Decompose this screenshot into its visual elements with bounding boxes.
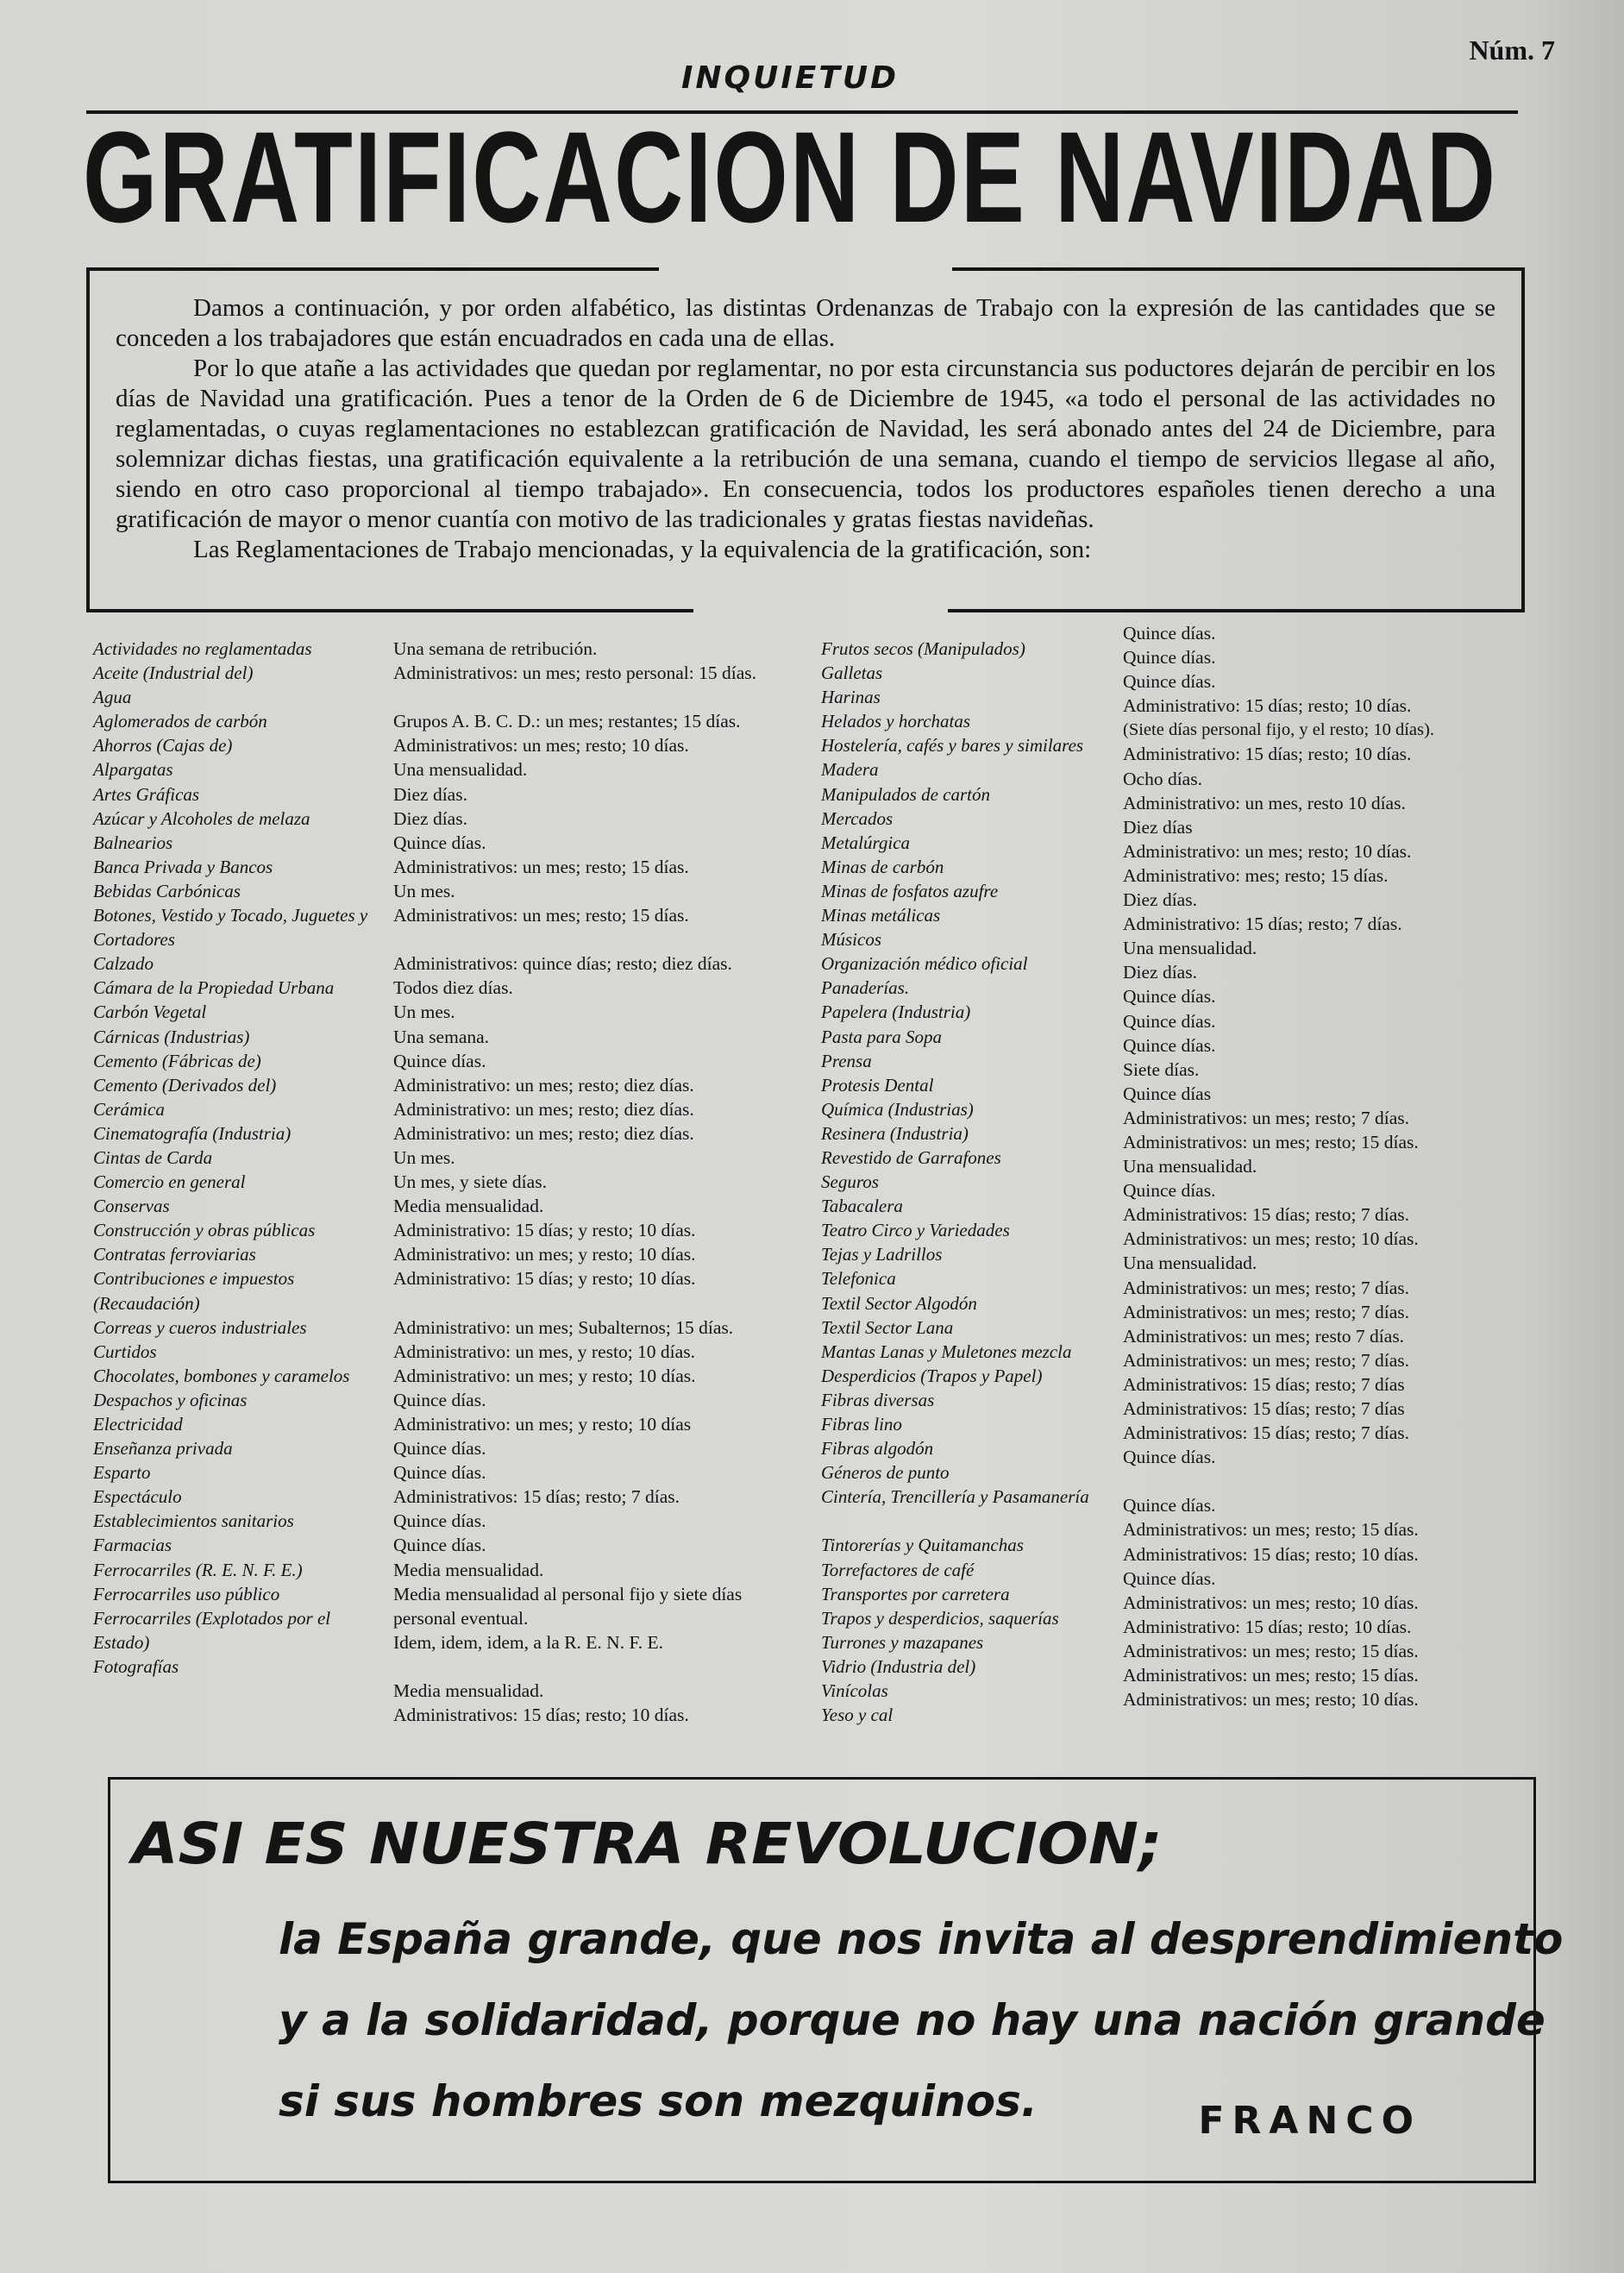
activity-item: Bebidas Carbónicas [93, 880, 241, 901]
activity-item: Farmacias [93, 1535, 172, 1556]
gratification-item: Diez días. [393, 807, 467, 829]
activity-item: Enseñanza privada [93, 1438, 233, 1460]
gratification-item: Un mes. [393, 1002, 455, 1023]
quote-line: la España grande, que nos invita al desprendimiento [279, 1914, 1564, 1964]
gratification-item: Una semana de retribución. [393, 638, 598, 659]
activity-item: Mantas Lanas y Muletones mezcla [821, 1341, 1072, 1362]
gratification-item: Administrativo: un mes; resto; diez días. [393, 1074, 694, 1096]
gratification-item: Quince días. [1123, 623, 1216, 644]
gratification-item: Administrativos: un mes; resto personal: 15 días. [393, 662, 756, 684]
quote-line: si sus hombres son mezquinos. [279, 2076, 1038, 2126]
activity-item: Mercados [821, 807, 894, 829]
activity-item: Minas metálicas [821, 905, 941, 926]
gratification-item: Quince días. [1123, 1034, 1216, 1056]
left-gratification-list [393, 637, 806, 1727]
gratification-item: Administrativos: un mes; resto; 15 días. [1123, 1640, 1419, 1661]
gratification-item: Administrativo: un mes; Subalternos; 15 días. [393, 1316, 734, 1338]
activity-item: Contribuciones e impuestos (Recaudación) [93, 1268, 295, 1314]
box-rule-top-left [90, 267, 659, 271]
gratification-item: Administrativos: 15 días; resto; 7 días [1123, 1398, 1405, 1419]
right-activities-list [821, 637, 1114, 1727]
activity-item: Fibras lino [821, 1414, 902, 1435]
gratification-item: Una mensualidad. [1123, 938, 1257, 959]
publication-title: INQUIETUD [681, 60, 900, 96]
quote-heading: ASI ES NUESTRA REVOLUCION; [132, 1811, 1163, 1877]
activity-item: Turrones y mazapanes [821, 1631, 984, 1653]
activity-item: Construcción y obras públicas [93, 1220, 316, 1241]
gratification-item: Quince días. [1123, 1447, 1216, 1468]
gratification-item: Una mensualidad. [1123, 1156, 1257, 1177]
activity-item: Ahorros (Cajas de) [93, 735, 233, 757]
gratification-item: Administrativo: 15 días; resto; 10 días. [1123, 1616, 1412, 1637]
right-gratification-list [1123, 621, 1528, 1711]
activity-item: Frutos secos (Manipulados) [821, 638, 1025, 659]
activity-item: Artes Gráficas [93, 783, 200, 805]
page-number: Núm. 7 [1469, 35, 1555, 66]
activity-item: Establecimientos sanitarios [93, 1510, 294, 1532]
intro-paragraph: Por lo que atañe a las actividades que quedan por reglamentar, no por esta circunstancia sus poductores dejarán de percibir en los días de Navidad una gratificación. Pues a tenor de la Orden de 6 de Diciembre de 1945, «a todo el personal de las actividades no reglamentadas, o cuyas reglamentaciones no establezcan gratificación de Navidad, les será abonado antes del 24 de Diciembre, para solemnizar dichas fiestas, una gratificación equivalente a la retribución de una semana, cuando el tiempo de servicios llegase al año, siendo en otro caso proporcional al tiempo trabajado». En consecuencia, todos los productores españoles tienen derecho a una gratificación de mayor o menor cuantía con motivo de las tradicionales y gratas fiestas navideñas. [116, 355, 1495, 533]
intro-box [86, 267, 1525, 612]
activity-item: Seguros [821, 1171, 879, 1193]
activity-item: Chocolates, bombones y caramelos [93, 1365, 350, 1386]
gratification-item: Administrativo: un mes; resto; diez días. [393, 1122, 694, 1144]
gratification-item: Diez días. [393, 783, 467, 805]
gratification-item: Administrativo: 15 días; y resto; 10 días. [393, 1268, 696, 1290]
activity-item: Transportes por carretera [821, 1583, 1010, 1604]
gratification-item: Quince días. [393, 1438, 486, 1460]
activity-item: Vidrio (Industria del) [821, 1655, 976, 1677]
gratification-item: Administrativo: mes; resto; 15 días. [1123, 864, 1389, 886]
gratification-item: Administrativos: 15 días; resto; 7 días. [1123, 1204, 1410, 1226]
intro-paragraph: Las Reglamentaciones de Trabajo mencionadas, y la equivalencia de la gratificación, son: [193, 536, 1092, 563]
intro-paragraph: Damos a continuación, y por orden alfabético, las distintas Ordenanzas de Trabajo con la expresión de las cantidades que se conceden a los trabajadores que están encuadrados en cada una de ellas. [116, 294, 1495, 352]
activity-item: Cámara de la Propiedad Urbana [93, 977, 335, 999]
gratification-item: Administrativos: 15 días; resto; 10 días. [1123, 1543, 1419, 1565]
gratification-item: Quince días. [1123, 1180, 1216, 1202]
activity-item: Balnearios [93, 832, 173, 853]
activity-item: Cerámica [93, 1098, 165, 1120]
gratification-item: Administrativos: un mes; resto; 15 días. [1123, 1519, 1419, 1541]
headline: GRATIFICACION DE NAVIDAD [83, 104, 1498, 249]
gratification-item: (Siete días personal fijo, y el resto; 10 días). [1123, 720, 1434, 740]
activity-item: Alpargatas [93, 759, 173, 781]
activity-item: Comercio en general [93, 1171, 246, 1193]
activity-item: Cárnicas (Industrias) [93, 1026, 250, 1047]
gratification-item: Media mensualidad. [393, 1680, 544, 1702]
activity-item: Botones, Vestido y Tocado, Juguetes y Cortadores [93, 905, 368, 951]
activity-item: Curtidos [93, 1341, 157, 1362]
gratification-item: Una mensualidad. [393, 759, 528, 781]
gratification-item: Una mensualidad. [1123, 1253, 1257, 1274]
activity-item: Calzado [93, 953, 154, 975]
intro-text [116, 293, 1495, 565]
activity-item: Carbón Vegetal [93, 1002, 207, 1023]
gratification-item: Quince días. [1123, 1495, 1216, 1516]
gratification-item: Administrativos: un mes; resto; 10 días. [1123, 1689, 1419, 1711]
activity-item: Pasta para Sopa [821, 1026, 943, 1047]
gratification-item: Administrativos: un mes; resto; 15 días. [393, 905, 689, 926]
gratification-item: Administrativos: un mes; resto; 15 días. [1123, 1665, 1419, 1686]
activity-item: Revestido de Garrafones [821, 1146, 1001, 1168]
activity-item: Trapos y desperdicios, saquerías [821, 1607, 1059, 1629]
activity-item: Panaderías. [821, 977, 910, 999]
gratification-item: Administrativos: un mes; resto; 10 días. [1123, 1592, 1419, 1613]
gratification-item: Administrativos: un mes; resto; 7 días. [1123, 1349, 1410, 1371]
activity-item: Tintorerías y Quitamanchas [821, 1535, 1024, 1556]
gratification-item: Administrativo: 15 días; resto; 7 días. [1123, 914, 1402, 935]
activity-item: Cintería, Trencillería y Pasamanería [821, 1486, 1089, 1508]
gratification-item: Administrativo: 15 días; resto; 10 días. [1123, 744, 1412, 765]
gratification-item: Todos diez días. [393, 977, 513, 999]
gratification-item: Siete días. [1123, 1058, 1200, 1080]
activity-item: Teatro Circo y Variedades [821, 1220, 1010, 1241]
gratification-item: Administrativo: un mes; y resto; 10 días. [393, 1365, 696, 1386]
gratification-item: Administrativos: un mes; resto; 7 días. [1123, 1301, 1410, 1322]
activity-item: Madera [821, 759, 879, 781]
activity-item: Cemento (Fábricas de) [93, 1050, 261, 1071]
gratification-item: Quince días. [393, 1510, 486, 1532]
activity-item: Telefonica [821, 1268, 896, 1290]
gratification-item: Media mensualidad. [393, 1559, 544, 1580]
gratification-item: Administrativo: un mes, y resto; 10 días. [393, 1341, 695, 1362]
gratification-item: Quince días. [393, 1535, 486, 1556]
activity-item: Galletas [821, 662, 883, 684]
activity-item: Minas de fosfatos azufre [821, 880, 999, 901]
gratification-item: Quince días. [393, 1050, 486, 1071]
gratification-item: Grupos A. B. C. D.: un mes; restantes; 15 días. [393, 711, 741, 732]
activity-item: Agua [93, 687, 132, 708]
activity-item: Organización médico oficial [821, 953, 1028, 975]
gratification-item: Quince días. [393, 832, 486, 853]
gratification-item: Administrativos: un mes; resto; 7 días. [1123, 1277, 1410, 1298]
activity-item: Tabacalera [821, 1196, 903, 1217]
gratification-item: Quince días. [1123, 1567, 1216, 1589]
gratification-item: Quince días. [1123, 986, 1216, 1008]
activity-item: Prensa [821, 1050, 872, 1071]
gratification-item: Diez días. [1123, 889, 1197, 911]
activity-item: Cinematografía (Industria) [93, 1122, 292, 1144]
activity-item: Actividades no reglamentadas [93, 638, 312, 659]
left-activities-list [93, 637, 386, 1679]
activity-item: Papelera (Industria) [821, 1002, 971, 1023]
activity-item: Espectáculo [93, 1486, 182, 1508]
gratification-item: Ocho días. [1123, 768, 1202, 789]
activity-item: Ferrocarriles (R. E. N. F. E.) [93, 1559, 303, 1580]
quote-box [108, 1777, 1564, 2183]
activity-item: Tejas y Ladrillos [821, 1244, 943, 1265]
gratification-item: Quince días. [1123, 647, 1216, 669]
activity-item: Torrefactores de café [821, 1559, 975, 1580]
gratification-item: Administrativo: 15 días; y resto; 10 días. [393, 1220, 696, 1241]
activity-item: Hostelería, cafés y bares y similares [821, 735, 1084, 757]
activity-item: Metalúrgica [821, 832, 911, 853]
gratification-item: Administrativos: un mes; resto; 10 días. [393, 735, 689, 757]
gratification-item: Administrativo: un mes; resto; 10 días. [1123, 840, 1412, 862]
gratification-item: Administrativos: 15 días; resto; 7 días. [393, 1486, 680, 1508]
box-rule-bottom-right [948, 609, 1521, 612]
gratification-item: Administrativos: un mes; resto; 15 días. [393, 856, 689, 877]
gratification-item: Administrativo: un mes, resto 10 días. [1123, 792, 1406, 813]
gratification-item: Administrativos: un mes; resto 7 días. [1123, 1325, 1405, 1347]
activity-item: Correas y cueros industriales [93, 1316, 307, 1338]
gratification-item: Administrativos: quince días; resto; diez días. [393, 953, 732, 975]
gratification-item: Idem, idem, idem, a la R. E. N. F. E. [393, 1631, 663, 1653]
activity-item: Protesis Dental [821, 1074, 934, 1096]
activity-item: Géneros de punto [821, 1462, 950, 1484]
activity-item: Vinícolas [821, 1680, 888, 1702]
activity-item: Resinera (Industria) [821, 1122, 969, 1144]
gratification-item: Administrativo: un mes; y resto; 10 días [393, 1414, 692, 1435]
gratification-item: Administrativos: un mes; resto; 10 días. [1123, 1228, 1419, 1250]
gratification-item: Media mensualidad al personal fijo y siete días personal eventual. [393, 1583, 743, 1629]
gratification-item: Quince días [1123, 1083, 1212, 1104]
activity-item: Fibras algodón [821, 1438, 934, 1460]
activity-item: Contratas ferroviarias [93, 1244, 256, 1265]
activity-item: Química (Industrias) [821, 1098, 974, 1120]
gratification-item: Quince días. [1123, 1010, 1216, 1032]
box-rule-top-right [952, 267, 1521, 271]
gratification-item: Administrativos: un mes; resto; 15 días. [1123, 1131, 1419, 1152]
gratification-item: Quince días. [1123, 671, 1216, 693]
gratification-item: Administrativos: 15 días; resto; 7 días [1123, 1373, 1405, 1395]
gratification-item: Una semana. [393, 1026, 490, 1047]
gratification-item: Administrativo: un mes; resto; diez días. [393, 1098, 694, 1120]
gratification-item: Diez días [1123, 816, 1193, 838]
activity-item: Aglomerados de carbón [93, 711, 267, 732]
gratification-item: Un mes. [393, 880, 455, 901]
activity-item: Manipulados de cartón [821, 783, 990, 805]
activity-item: Despachos y oficinas [93, 1389, 248, 1410]
gratification-item: Administrativos: 15 días; resto; 7 días. [1123, 1422, 1410, 1444]
gratification-item: Quince días. [393, 1389, 486, 1410]
gratification-item: Diez días. [1123, 962, 1197, 983]
activity-item: Aceite (Industrial del) [93, 662, 254, 684]
activity-item: Cintas de Carda [93, 1146, 213, 1168]
gratification-item: Administrativo: 15 días; resto; 10 días. [1123, 695, 1412, 717]
activity-item: Azúcar y Alcoholes de melaza [93, 807, 310, 829]
gratification-item: Administrativos: un mes; resto; 7 días. [1123, 1107, 1410, 1128]
activity-item: Textil Sector Algodón [821, 1292, 977, 1314]
activity-item: Fotografías [93, 1655, 179, 1677]
activity-item: Esparto [93, 1462, 151, 1484]
activity-item: Harinas [821, 687, 881, 708]
gratification-item: Administrativo: un mes; y resto; 10 días. [393, 1244, 696, 1265]
activity-item: Desperdicios (Trapos y Papel) [821, 1365, 1043, 1386]
box-rule-bottom-left [90, 609, 693, 612]
activity-item: Fibras diversas [821, 1389, 935, 1410]
activity-item: Minas de carbón [821, 856, 944, 877]
activity-item: Electricidad [93, 1414, 183, 1435]
activity-item: Ferrocarriles uso público [93, 1583, 280, 1604]
activity-item: Músicos [821, 929, 881, 951]
gratification-item: Un mes, y siete días. [393, 1171, 547, 1193]
activity-item: Helados y horchatas [821, 711, 971, 732]
gratification-item: Administrativos: 15 días; resto; 10 días. [393, 1705, 689, 1726]
activity-item: Conservas [93, 1196, 170, 1217]
activity-item: Banca Privada y Bancos [93, 856, 273, 877]
activity-item: Cemento (Derivados del) [93, 1074, 277, 1096]
gratification-item: Quince días. [393, 1462, 486, 1484]
quote-signature: FRANCO [1198, 2099, 1421, 2143]
activity-item: Textil Sector Lana [821, 1316, 954, 1338]
quote-line: y a la solidaridad, porque no hay una nación grande [279, 1995, 1546, 2045]
activity-item: Ferrocarriles (Explotados por el Estado) [93, 1607, 331, 1653]
gratification-item: Un mes. [393, 1146, 455, 1168]
gratification-item: Media mensualidad. [393, 1196, 544, 1217]
activity-item: Yeso y cal [821, 1705, 894, 1726]
